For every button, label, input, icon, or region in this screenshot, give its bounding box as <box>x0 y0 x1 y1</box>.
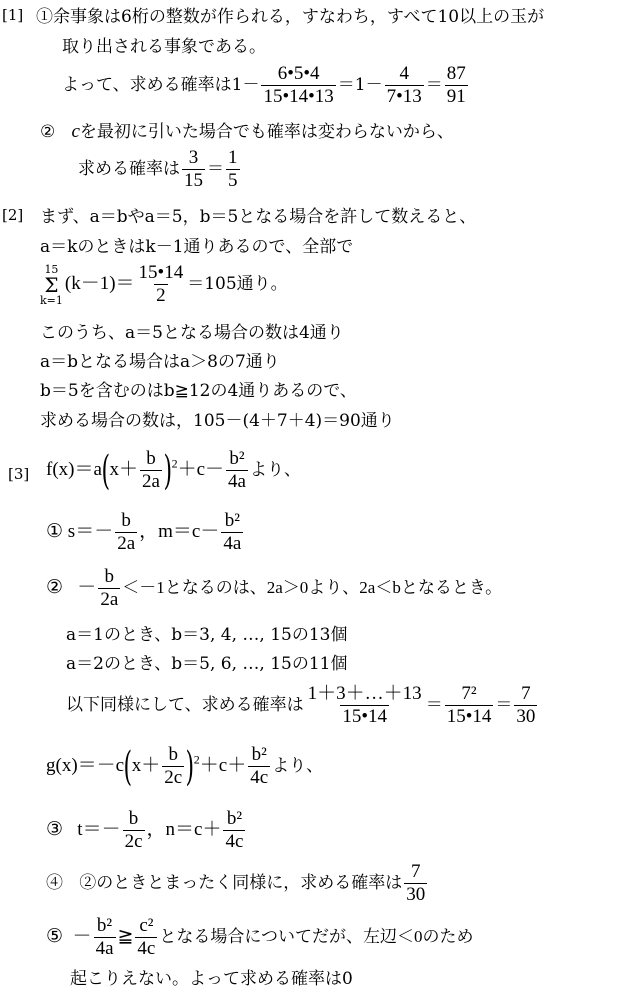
fraction: $\frac{\text{b²}}{4c}$ <box>250 744 269 788</box>
fraction: $\frac{b}{2a}$ <box>142 448 160 492</box>
fraction: $\frac{\text{c²}}{4c}$ <box>137 915 156 959</box>
s3-item-5-line-2: 起こりえない。よって求める確率は0 <box>70 969 353 989</box>
fraction: $\frac{\text{b²}}{4a}$ <box>223 510 242 554</box>
fraction: $\frac{b}{2c}$ <box>164 744 183 788</box>
s3-f-definition: f(x)＝a(x＋ $\frac{b}{2a}$ )$^2$＋c－ $\frac{\text{b²}}{4a}$ より、 <box>46 447 301 494</box>
s2-line-4: このうち、a＝5となる場合の数は4通り <box>40 323 344 343</box>
s2-line-2: a＝kのときはk－1通りあるので、全部で <box>40 237 354 257</box>
s3-item-2-line-2: a＝2のとき、b＝5, 6, …, 15の11個 <box>66 654 348 674</box>
fraction: $\frac{\text{b²}}{4a}$ <box>228 448 246 492</box>
s1-line-2: 取り出される事象である。 <box>62 37 266 57</box>
fraction: $\frac{7}{30}$ <box>516 683 536 727</box>
fraction: $\frac{b}{2a}$ <box>100 566 119 610</box>
fraction: $\frac{b}{2c}$ <box>124 808 143 852</box>
section-2-label: [2] <box>2 206 24 224</box>
s3-item-1: ① s＝－ $\frac{b}{2a}$ ，m＝c－ $\frac{\text{b²}}{4a}$ <box>46 510 242 554</box>
s3-item-2-probability: 以下同様にして、求める確率は $\frac{1+3+\dots+13}{15•14}$ ＝ $\frac{\text{7²}}{15•14}$ ＝ $\frac{7}{30}$ <box>66 683 536 727</box>
s2-line-7: 求める場合の数は，105－(4＋7＋4)＝90通り <box>40 411 395 431</box>
fraction: $\frac{15•14}{2}$ <box>138 262 184 306</box>
s3-item-5: ⑤ － $\frac{\text{b²}}{4a}$ ≧ $\frac{\text{c²}}{4c}$ となる場合についてだが、左辺＜0のため <box>46 915 474 959</box>
s1-line-1: ①余事象は6桁の整数が作られる，すなわち，すべて10以上の玉が <box>36 7 545 27</box>
fraction: $\frac{4}{7•13}$ <box>386 63 422 107</box>
fraction: $\frac{1+3+\dots+13}{15•14}$ <box>307 683 422 727</box>
fraction: $\frac{\text{b²}}{4a}$ <box>95 915 114 959</box>
fraction: $\frac{\text{7²}}{15•14}$ <box>446 683 492 727</box>
s2-line-6: b＝5を含むのはb≧12の4通りあるので、 <box>40 381 357 401</box>
fraction: $\frac{7}{30}$ <box>406 861 426 905</box>
s3-item-3: ③ t＝－ $\frac{b}{2c}$ ，n＝c＋ $\frac{\text{b²}}{4c}$ <box>46 808 244 852</box>
fraction: $\frac{3}{15}$ <box>184 147 203 191</box>
fraction: $\frac{6•5•4}{15•14•13}$ <box>263 63 334 107</box>
section-1-label: [1] <box>2 6 24 24</box>
s2-line-1: まず、a＝bやa＝5，b＝5となる場合を許して数えると、 <box>40 207 477 227</box>
s3-item-2-line-1: a＝1のとき、b＝3, 4, …, 15の13個 <box>66 625 348 645</box>
s3-item-4: ④ ②のときとまったく同様に，求める確率は $\frac{7}{30}$ <box>46 861 426 905</box>
s1-probability-line: よって、求める確率は1－ $\frac{6•5•4}{15•14•13}$ ＝1－ $\frac{4}{7•13}$ ＝ $\frac{87}{91}$ <box>62 63 466 107</box>
summation: 15 Σ k=1 <box>40 262 63 307</box>
fraction: $\frac{\text{b²}}{4c}$ <box>225 808 244 852</box>
s2-line-5: a＝bとなる場合はa＞8の7通り <box>40 352 280 372</box>
fraction: $\frac{87}{91}$ <box>446 63 466 107</box>
fraction: $\frac{b}{2a}$ <box>117 510 136 554</box>
s1-answer-line: 求める確率は $\frac{3}{15}$ ＝ $\frac{1}{5}$ <box>78 147 238 191</box>
fraction: $\frac{1}{5}$ <box>228 147 238 191</box>
s2-sum-line: 15 Σ k=1 (k－1)＝ $\frac{15•14}{2}$ ＝105通り。 <box>40 262 288 307</box>
section-3-label: [3] <box>8 465 30 483</box>
s3-item-2: ② － $\frac{b}{2a}$ ＜－1となるのは、2a＞0より、2a＜bとなるとき。 <box>46 566 503 610</box>
s3-g-definition: g(x)＝－c(x＋ $\frac{b}{2c}$ )$^2$＋c＋ $\frac{\text{b²}}{4c}$ より、 <box>46 743 324 790</box>
s1-line-4: ② cを最初に引いた場合でも確率は変わらないから、 <box>40 121 454 142</box>
